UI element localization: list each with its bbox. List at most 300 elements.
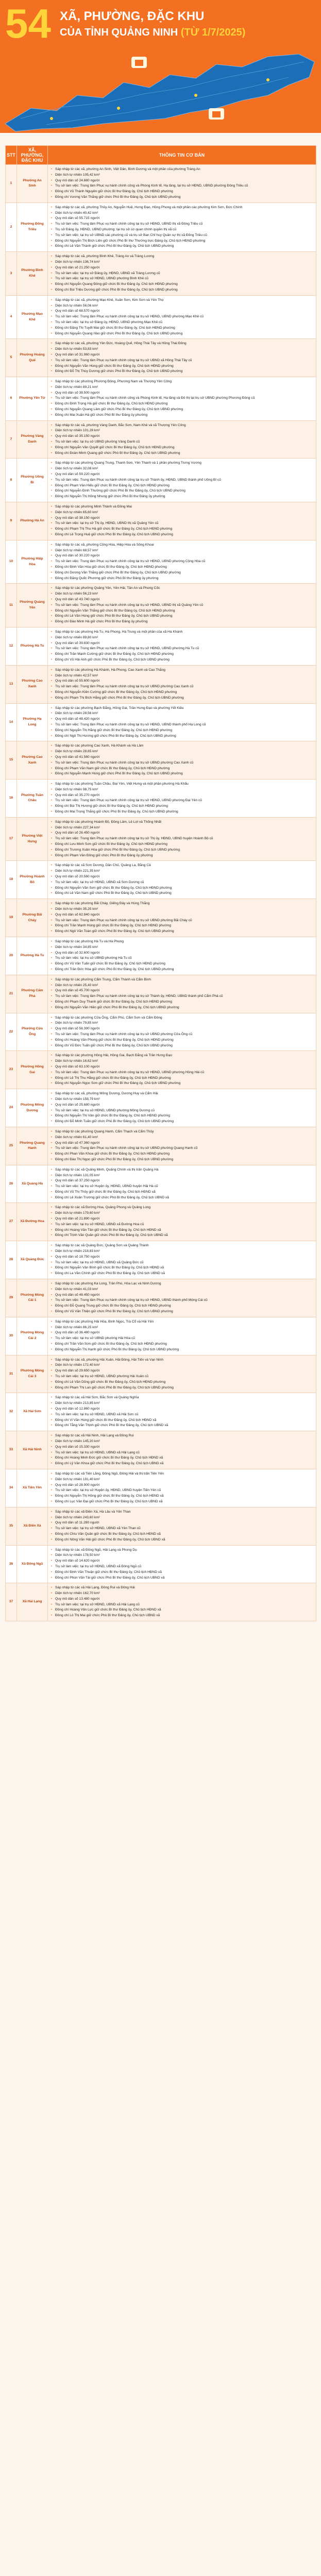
table-row — [6, 1279, 316, 1317]
info-item: • Đồng chí Nguyễn Kiên Cường giữ chức Bí thư Đảng ủy, Chủ tịch HĐND phường — [55, 690, 314, 696]
info-list — [50, 939, 314, 973]
info-item: • Trụ sở làm việc: Trung tâm Phục vụ hành chính công tại trụ sở Thành ủy, HĐND, UBND thành phố Cẩm Phả cũ — [55, 994, 314, 999]
info-item: • Diện tích tự nhiên 35,25 km² — [55, 907, 314, 912]
info-list — [50, 1585, 314, 1619]
info-list — [50, 1205, 314, 1239]
info-item: • Trụ sở làm việc: tại trụ sở UBND phường Hà Tu cũ — [55, 956, 314, 961]
info-item: • Diện tích tự nhiên 145,20 km² — [55, 1439, 314, 1445]
info-item: • Đồng chí Đào Minh Hà giữ chức Phó Bí thư Đảng ủy phường — [55, 619, 314, 625]
row-unit-name: Phường Uông Bí — [17, 459, 48, 502]
info-item: • Đồng chí Dương Văn Thắng giữ chức Phó Bí thư Đảng ủy, Chủ tịch UBND phường — [55, 570, 314, 576]
info-item: • Diện tích tự nhiên 131,05 km² — [55, 1173, 314, 1179]
info-item: • Diện tích tự nhiên 101,28 km² — [55, 428, 314, 434]
row-unit-name: Phường Móng Cái 2 — [17, 1317, 48, 1355]
info-item: • Quy mô dân số 35.150 người — [55, 434, 314, 439]
info-list — [50, 1358, 314, 1391]
info-item: • Quy mô dân số 48.420 người — [55, 717, 314, 722]
info-item: • Sáp nhập từ các phường Phương Đông, Phương Nam và Thượng Yên Công — [55, 379, 314, 385]
info-item: • Đồng chí Lê Thị Thu Hằng giữ chức Bí thư Đảng ủy, Chủ tịch HĐND phường — [55, 1076, 314, 1081]
info-list — [50, 630, 314, 663]
row-stt: 1 — [6, 165, 17, 203]
info-item: • Diện tích tự nhiên 191,40 km² — [55, 1477, 314, 1483]
info-item: • Đồng chí Lê Văn Hùng giữ chức Phó Bí thư Đảng ủy, Chủ tịch UBND phường — [55, 614, 314, 619]
info-list — [50, 461, 314, 500]
row-unit-name: Xã Đường Hoa — [17, 1203, 48, 1241]
info-item: • Trụ sở làm việc: Trung tâm Phục vụ hành chính công tại trụ sở UBND phường Cao Xanh cũ — [55, 684, 314, 690]
info-list — [50, 863, 314, 896]
info-item: • Đồng chí Phùn Văn Tài giữ chức Phó Bí thư Đảng ủy, Chủ tịch UBND xã — [55, 1575, 314, 1581]
table-row — [6, 1203, 316, 1241]
table-row — [6, 937, 316, 975]
table-row — [6, 861, 316, 899]
table-row — [6, 420, 316, 459]
info-list — [50, 1395, 314, 1429]
info-item: • Đồng chí Nguyễn Văn Hiền giữ chức Phó Bí thư Đảng ủy, Chủ tịch UBND phường — [55, 1005, 314, 1011]
info-item: • Trụ sở làm việc: tại trụ sở UBND phường Vàng Danh cũ — [55, 439, 314, 445]
table-row — [6, 817, 316, 861]
row-stt: 32 — [6, 1393, 17, 1431]
info-list — [50, 1015, 314, 1049]
row-basic-info — [48, 1203, 316, 1241]
row-unit-name: Phường Móng Cái 1 — [17, 1279, 48, 1317]
row-basic-info — [48, 1393, 316, 1431]
row-basic-info — [48, 1279, 316, 1317]
info-list — [50, 977, 314, 1011]
info-item: • Trụ sở làm việc: Trung tâm Phục vụ hành chính công và Phòng Kinh tế, Hạ tầng, tại trụ sở HĐND, UBND phường Đông Triều cũ — [55, 183, 314, 189]
banner-title-line1: XÃ, PHƯỜNG, ĐẶC KHU — [60, 9, 205, 23]
info-item: • Quy mô dân số 41.560 người — [55, 755, 314, 760]
info-item: • Đồng chí Nguyễn Văn Hùng giữ chức Bí thư Đảng ủy, Chủ tịch HĐND phường — [55, 364, 314, 369]
info-item: • Diện tích tự nhiên 86,25 km² — [55, 1325, 314, 1331]
info-item: • Đồng chí Lê Văn Nam giữ chức Phó Bí thư Đảng ủy, Chủ tịch UBND phường — [55, 891, 314, 896]
info-item: • Diện tích tự nhiên 68,57 km² — [55, 548, 314, 554]
info-item: • Đồng chí Nguyễn Mạnh Hùng giữ chức Phó Bí thư Đảng ủy, Chủ tịch UBND phường — [55, 771, 314, 777]
row-stt: 29 — [6, 1279, 17, 1317]
row-basic-info — [48, 420, 316, 459]
row-unit-name: Phường Quang Hanh — [17, 1127, 48, 1165]
row-stt: 15 — [6, 741, 17, 779]
row-basic-info — [48, 459, 316, 502]
info-item: • Trụ sở làm việc: Trung tâm Phục vụ hành chính công tại trụ sở HĐND, UBND phường Mạo Khê cũ — [55, 314, 314, 320]
info-item: • Sáp nhập từ các phường Hà Tu, Hà Phong, Hà Trung và một phần của xã Hà Khánh — [55, 630, 314, 635]
info-item: • Trụ sở làm việc: Trung tâm Phục vụ hành chính công tại trụ sở HĐND, UBND phường Cộng Hòa cũ — [55, 559, 314, 565]
row-unit-name: Xã Đông Ngũ — [17, 1545, 48, 1583]
info-item: • Đồng chí Nguyễn Thị Bích Liên giữ chức Phó Bí thư Thường trực Đảng ủy, Chủ tịch HĐND phường — [55, 239, 314, 244]
info-list — [50, 298, 314, 337]
info-list — [50, 1053, 314, 1087]
info-item: • Đồng chí Vi Văn Hùng giữ chức Bí thư Đảng ủy, Chủ tịch HĐND xã — [55, 1418, 314, 1423]
info-item: • Đồng chí Đinh Văn Thuận giữ chức Bí thư Đảng ủy, Chủ tịch HĐND xã — [55, 1570, 314, 1575]
info-list — [50, 254, 314, 293]
info-item: • Trụ sở làm việc: Trung tâm Phục vụ hành chính công tại trụ sở HĐND, UBND phường Đại Yên cũ — [55, 798, 314, 804]
info-item: • Trụ sở làm việc: tại trụ sở HĐND, UBND xã Hải Sơn cũ — [55, 1412, 314, 1418]
row-stt: 22 — [6, 1013, 17, 1051]
banner-title-line2 — [60, 27, 245, 39]
row-unit-name: Phường Quảng Yên — [17, 584, 48, 628]
info-item: • Quy mô dân số 14.620 người — [55, 1558, 314, 1564]
row-unit-name: Phường Hồng Gai — [17, 1051, 48, 1089]
info-item: • Đồng chí Mai Xuân Hà giữ chức Phó Bí thư Đảng ủy phường — [55, 413, 314, 418]
info-item: • Sáp nhập từ các xã Hải Lạng, Đồng Rui và Đông Hải — [55, 1585, 314, 1591]
info-list — [50, 668, 314, 701]
info-item: • Quy mô dân số 12.860 người — [55, 1406, 314, 1412]
info-item: • Sáp nhập từ các phường Ka Long, Trần Phú, Hòa Lạc và Ninh Dương — [55, 1281, 314, 1287]
row-unit-name: Xã Tiên Yên — [17, 1469, 48, 1507]
info-item: • Quy mô dân số 24.680 người — [55, 178, 314, 184]
row-stt: 21 — [6, 975, 17, 1013]
info-item: • Diện tích tự nhiên 218,83 km² — [55, 1249, 314, 1255]
row-unit-name: Phường Hà Tu — [17, 627, 48, 665]
info-item: • Sáp nhập từ các xã, phường Bình Khê, Tràng An và Tràng Lương — [55, 254, 314, 260]
info-item: • Trụ sở làm việc: Trung tâm Phục vụ hành chính công tại trụ sở HĐND, UBND phường Hồng Hải cũ — [55, 1070, 314, 1076]
info-item: • Quy mô dân số 45.700 người — [55, 988, 314, 994]
table-row — [6, 377, 316, 421]
info-item: • Quy mô dân số 32.600 người — [55, 951, 314, 956]
info-item: • Trụ sở làm việc: tại trụ sở HĐND, UBND xã Hải Lạng cũ — [55, 1450, 314, 1456]
info-item: • Đồng chí Hoàng Văn Phong giữ chức Bí thư Đảng ủy, Chủ tịch HĐND phường — [55, 1038, 314, 1043]
info-item: • Đồng chí Phạm Thị Lan giữ chức Phó Bí thư Đảng ủy, Chủ tịch UBND phường — [55, 1385, 314, 1391]
info-item: • Đồng chí Nguyễn Quang Hào giữ chức Phó Bí thư Đảng ủy, Chủ tịch UBND phường — [55, 331, 314, 337]
row-stt: 10 — [6, 540, 17, 584]
info-item: • Trụ sở làm việc: Trung tâm Phục vụ hành chính công tại trụ sở Thành ủy, HĐND, UBND thành phố Uông Bí cũ — [55, 478, 314, 483]
info-item: • Trụ sở làm việc: tại trụ sở HĐND, UBND phường Mông Dương cũ — [55, 1108, 314, 1114]
info-item: • Diện tích tự nhiên 32,08 km² — [55, 466, 314, 472]
info-item: • Trụ sở làm việc: Trung tâm Phục vụ hành chính công tại trụ sở UBND phường Cửa Ông cũ — [55, 1032, 314, 1038]
banner-title-province: CỦA TỈNH QUẢNG NINH — [60, 27, 178, 38]
table-row — [6, 252, 316, 296]
info-item: • Đồng chí Vũ Văn Tuấn giữ chức Bí thư Đảng ủy, Chủ tịch HĐND phường — [55, 961, 314, 967]
info-item: • Đồng chí Đặng Quốc Phương giữ chức Phó Bí thư Đảng ủy phường — [55, 576, 314, 582]
info-item: • Sáp nhập từ các xã Điền Xá, Hà Lâu và Yên Than — [55, 1510, 314, 1515]
info-item: • Diện tích tự nhiên 25,40 km² — [55, 983, 314, 989]
table-row — [6, 339, 316, 377]
info-item: • Sáp nhập từ các phường Hà Khánh, Hà Phong, Cao Xanh và Cao Thắng — [55, 668, 314, 673]
info-item: • Quy mô dân số 36.480 người — [55, 1330, 314, 1336]
row-unit-name: Phường Hà Tu — [17, 937, 48, 975]
info-item: • Quy mô dân số 43.740 người — [55, 597, 314, 603]
row-unit-name: Phường Móng Cái 3 — [17, 1355, 48, 1393]
info-item: • Trụ sở làm việc: Trung tâm Phục vụ hành chính công tại trụ sở HĐND, UBND thành phố Hạ Long cũ — [55, 722, 314, 728]
info-item: • Quy mô dân số 38.500 người — [55, 391, 314, 396]
row-basic-info — [48, 975, 316, 1013]
table-row — [6, 703, 316, 741]
info-item: • Quy mô dân số 31.960 người — [55, 352, 314, 358]
info-item: • Sáp nhập từ các xã, phường Hải Xuân, Hải Đông, Hải Tiến và Vạn Ninh — [55, 1358, 314, 1363]
table-row — [6, 1089, 316, 1127]
info-item: • Quy mô dân số 35.270 người — [55, 793, 314, 799]
info-item: • Quy mô dân số 26.450 người — [55, 831, 314, 836]
info-item: • Đồng chí Phạm Duy Thanh giữ chức Bí thư Đảng ủy, Chủ tịch HĐND phường — [55, 999, 314, 1005]
info-item: • Diện tích tự nhiên 53,83 km² — [55, 347, 314, 352]
info-item: • Sáp nhập từ các phường Quang Hanh, Cẩm Thạch và Cẩm Thủy — [55, 1129, 314, 1135]
row-unit-name: Xã Hải Sơn — [17, 1393, 48, 1431]
info-list — [50, 820, 314, 859]
row-basic-info — [48, 861, 316, 899]
info-list — [50, 1510, 314, 1543]
row-unit-name: Phường Cẩm Phả — [17, 975, 48, 1013]
info-item: • Diện tích tự nhiên 98,75 km² — [55, 787, 314, 793]
row-basic-info — [48, 295, 316, 339]
info-item: • Sáp nhập từ các xã, phường Yên Đức, Hoàng Quế, Hồng Thái Tây và Hồng Thái Đông — [55, 341, 314, 347]
info-item: • Trụ sở làm việc: tại trụ sở HĐND, UBND xã Sơn Dương cũ — [55, 880, 314, 886]
row-unit-name: Xã Hải Lạng — [17, 1583, 48, 1621]
info-item: • Đồng chí Lê Trọng Huệ giữ chức Phó Bí thư Đảng ủy, Chủ tịch UBND phường — [55, 532, 314, 538]
info-item: • Diện tích tự nhiên 28,65 km² — [55, 749, 314, 755]
info-item: • Quy mô dân số 13.480 người — [55, 1597, 314, 1602]
info-item: • Đồng chí Nguyễn Thị Hằng giữ chức Bí thư Đảng ủy, Chủ tịch HĐND phường — [55, 728, 314, 734]
row-basic-info — [48, 1051, 316, 1089]
row-basic-info — [48, 377, 316, 421]
info-list — [50, 205, 314, 249]
row-stt: 18 — [6, 861, 17, 899]
row-stt: 37 — [6, 1583, 17, 1621]
info-item: • Trụ sở làm việc: tại trụ sở HĐND, UBND xã Yên Than cũ — [55, 1526, 314, 1532]
table-row — [6, 1241, 316, 1279]
info-item: • Quy mô dân số 63.100 người — [55, 1064, 314, 1070]
info-item: • Đồng chí Nguyễn Quang Đông giữ chức Bí thư Đảng ủy, Chủ tịch HĐND phường — [55, 282, 314, 287]
row-basic-info — [48, 665, 316, 703]
table-row — [6, 584, 316, 628]
row-unit-name: Phường Đông Triều — [17, 202, 48, 251]
row-unit-name: Phường Cao Xanh — [17, 665, 48, 703]
row-unit-name: Phường Việt Hưng — [17, 817, 48, 861]
info-item: • Trụ sở làm việc: tại trụ sở HĐND, UBND xã Đông Ngũ cũ — [55, 1564, 314, 1570]
row-unit-name: Phường An Sinh — [17, 165, 48, 203]
info-item: • Diện tích tự nhiên 172,40 km² — [55, 1363, 314, 1368]
row-unit-name: Phường Hà An — [17, 502, 48, 540]
row-basic-info — [48, 1127, 316, 1165]
info-item: • Đồng chí Lỷ Văn Khoa giữ chức Phó Bí thư Đảng ủy, Chủ tịch UBND xã — [55, 1461, 314, 1467]
row-basic-info — [48, 1583, 316, 1621]
row-basic-info — [48, 1317, 316, 1355]
info-item: • Quy mô dân số 56.390 người — [55, 1026, 314, 1032]
info-item: • Quy mô dân số 55.600 người — [55, 679, 314, 684]
row-unit-name: Xã Điền Xá — [17, 1507, 48, 1545]
info-item: • Đồng chí Vũ Đức Tuấn giữ chức Phó Bí thư Đảng ủy, Chủ tịch UBND phường — [55, 1043, 314, 1049]
info-item: • Trụ sở làm việc: tại trụ sở HĐND, UBND xã Hải Lạng cũ — [55, 1602, 314, 1608]
info-list — [50, 1129, 314, 1163]
row-unit-name: Phường Yên Tử — [17, 377, 48, 421]
table-row — [6, 1431, 316, 1469]
row-unit-name: Xã Quảng Đức — [17, 1241, 48, 1279]
row-basic-info — [48, 1355, 316, 1393]
info-item: • Trụ sở làm việc: tại trụ sở Huyện ủy, HĐND, UBND huyện Hải Hà cũ — [55, 1184, 314, 1190]
info-item: • Sáp nhập từ các phường Hải Hòa, Bình Ngọc, Trà Cổ và Hải Yên — [55, 1319, 314, 1325]
info-item: • Quy mô dân số 11.280 người — [55, 1520, 314, 1526]
row-unit-name: Phường Bãi Cháy — [17, 899, 48, 937]
info-item: • Đồng chí Vũ Thị Thủy giữ chức Bí thư Đảng ủy, Chủ tịch HĐND xã — [55, 1190, 314, 1195]
info-item: • Trụ sở làm việc: tại trụ sở HĐND, UBND xã Quảng Đức cũ — [55, 1260, 314, 1266]
info-list — [50, 901, 314, 935]
info-item: • Đồng chí Nguyễn Văn Sơn giữ chức Bí thư Đảng ủy, Chủ tịch HĐND phường — [55, 886, 314, 891]
info-item: • Sáp nhập từ các phường Tuần Châu, Đại Yên, Việt Hưng và một phần phường Hà Khẩu — [55, 782, 314, 787]
info-item: • Diện tích tự nhiên 178,50 km² — [55, 1553, 314, 1558]
info-item: • Sáp nhập từ các xã, phường Mông Dương, Dương Huy và Cẩm Hải — [55, 1091, 314, 1097]
row-unit-name: Phường Hiệp Hòa — [17, 540, 48, 584]
info-item: • Sáp nhập từ các xã, phường Cộng Hòa, Hiệp Hòa và Sông Khoai — [55, 543, 314, 548]
table-row — [6, 459, 316, 502]
table-row — [6, 295, 316, 339]
row-stt: 23 — [6, 1051, 17, 1089]
info-item: • Diện tích tự nhiên 41,03 km² — [55, 1287, 314, 1293]
info-item: • Trụ sở làm việc: tại trụ sở UBND các phường cũ và trụ sở Ban Chỉ huy Quân sự thị xã Đông Triều cũ — [55, 233, 314, 239]
info-item: • Trụ sở làm việc: Trung tâm Phục vụ hành chính công tại trụ sở UBND phường Bãi Cháy cũ — [55, 918, 314, 924]
info-item: • Đồng chí Lục Văn Đại giữ chức Phó Bí thư Đảng ủy, Chủ tịch UBND xã — [55, 1499, 314, 1505]
row-stt: 8 — [6, 459, 17, 502]
table-row — [6, 1165, 316, 1203]
info-list — [50, 706, 314, 739]
info-item: • Đồng chí Phạm Văn Nam giữ chức Bí thư Đảng ủy, Chủ tịch HĐND phường — [55, 766, 314, 772]
info-item: • Diện tích tự nhiên 56,06 km² — [55, 303, 314, 309]
table-row — [6, 1583, 316, 1621]
info-item: • Trụ sở làm việc: Trung tâm Phục vụ hành chính công tại trụ sở Thị ủy, HĐND, UBND huyện Hoành Bồ cũ — [55, 836, 314, 842]
info-item: • Đồng chí Đặng Thị Tuyết Mai giữ chức Bí thư Đảng ủy, Chủ tịch HĐND phường — [55, 326, 314, 331]
row-unit-name: Phường Mạo Khê — [17, 295, 48, 339]
row-stt: 14 — [6, 703, 17, 741]
row-unit-name: Phường Hoàng Quế — [17, 339, 48, 377]
row-stt: 6 — [6, 377, 17, 421]
info-item: • Đồng chí Phạm Văn Đông giữ chức Phó Bí thư Đảng ủy phường — [55, 853, 314, 859]
info-item: • Trụ sở làm việc: Trung tâm Phục vụ hành chính công tại trụ sở UBND phường Quang Hanh cũ — [55, 1146, 314, 1151]
info-list — [50, 1319, 314, 1353]
info-item: • Đồng chí Đỗ Thị Thùy Dương giữ chức Phó Bí thư Đảng ủy, Chủ tịch UBND phường — [55, 369, 314, 375]
info-list — [50, 1281, 314, 1315]
info-item: • Đồng chí Lưu Minh Sơn giữ chức Bí thư Đảng ủy, Chủ tịch HĐND phường — [55, 842, 314, 848]
row-stt: 12 — [6, 627, 17, 665]
info-item: • Đồng chí Trịnh Văn Quân giữ chức Phó Bí thư Đảng ủy, Chủ tịch UBND xã — [55, 1233, 314, 1239]
row-unit-name: Phường Cao Xanh — [17, 741, 48, 779]
info-item: • Đồng chí Vũ Thành Nguyên giữ chức Bí thư Đảng ủy, Chủ tịch HĐND phường — [55, 189, 314, 195]
row-stt: 3 — [6, 252, 17, 296]
info-item: • Đồng chí Phạm Văn Hiếu giữ chức Bí thư Đảng ủy, Chủ tịch HĐND phường — [55, 483, 314, 489]
row-unit-name: Xã Quảng Hà — [17, 1165, 48, 1203]
info-item: • Diện tích tự nhiên 227,34 km² — [55, 825, 314, 831]
row-basic-info — [48, 937, 316, 975]
info-item: • Đồng chí Lê Xuân Trường giữ chức Phó Bí thư Đảng ủy, Chủ tịch UBND xã — [55, 1195, 314, 1201]
info-item: • Trụ sở làm việc: tại trụ sở Đảng ủy, HĐND, UBND phường Mạo Khê cũ — [55, 320, 314, 326]
info-item: • Trụ sở làm việc: tại trụ sở Đảng ủy, HĐND, UBND xã Tràng Lương cũ — [55, 271, 314, 277]
row-basic-info — [48, 1469, 316, 1507]
row-stt: 13 — [6, 665, 17, 703]
info-item: • Đồng chí Ngô Thị Hương giữ chức Phó Bí thư Đảng ủy, Chủ tịch UBND phường — [55, 734, 314, 739]
info-item: • Đồng chí Vũ Văn Thiện giữ chức Phó Bí thư Đảng ủy, Chủ tịch UBND phường — [55, 1309, 314, 1315]
info-item: • Diện tích tự nhiên 40,42 km² — [55, 211, 314, 216]
info-item: • Đồng chí Phạm Thị Thu Hà giữ chức Bí thư Đảng ủy, Chủ tịch HĐND phường — [55, 527, 314, 532]
info-item: • Quy mô dân số 30.220 người — [55, 553, 314, 559]
info-item: • Trụ sở làm việc: Trung tâm Phục vụ hành chính công và Phòng Kinh tế, Hạ tầng và Đô thị tại trụ sở UBND phường Phương Đông cũ — [55, 396, 314, 401]
info-item: • Diện tích tự nhiên 79,85 km² — [55, 1021, 314, 1026]
info-item: • Trụ sở làm việc: Trung tâm Phục vụ hành chính công tại trụ sở HĐND, UBND thị xã Quảng Yên cũ — [55, 603, 314, 608]
table-row — [6, 1317, 316, 1355]
row-unit-name: Phường Tuần Châu — [17, 779, 48, 818]
table-header-row — [6, 146, 316, 165]
info-item: • Sáp nhập từ các phường Hà Tu và Hà Phong — [55, 939, 314, 945]
row-stt: 11 — [6, 584, 17, 628]
info-item: • Sáp nhập từ các phường Cửa Ông, Cẩm Phú, Cẩm Sơn và Cẩm Đông — [55, 1015, 314, 1021]
info-item: • Đồng chí Hoàng Văn Tân giữ chức Bí thư Đảng ủy, Chủ tịch HĐND xã — [55, 1228, 314, 1233]
table-row — [6, 165, 316, 203]
banner-number: 54 — [5, 1, 51, 46]
info-item: • Diện tích tự nhiên 162,70 km² — [55, 1591, 314, 1597]
info-item: • Đồng chí Chíu Văn Quân giữ chức Bí thư Đảng ủy, Chủ tịch HĐND xã — [55, 1532, 314, 1537]
info-item: • Đồng chí Nguyễn Thị Hạnh giữ chức Phó Bí thư Đảng ủy, Chủ tịch UBND phường — [55, 1347, 314, 1353]
table-row — [6, 975, 316, 1013]
table-row — [6, 1127, 316, 1165]
info-item: • Đồng chí Đào Thị Ngọc giữ chức Phó Bí thư Đảng ủy, Chủ tịch UBND phường — [55, 1157, 314, 1163]
info-item: • Đồng chí Nguyễn Thị Hồng Nhung giữ chức Phó Bí thư Đảng ủy phường — [55, 494, 314, 500]
row-basic-info — [48, 584, 316, 628]
row-basic-info — [48, 703, 316, 741]
info-list — [50, 504, 314, 538]
info-item: • Quy mô dân số 25.680 người — [55, 1103, 314, 1108]
row-basic-info — [48, 202, 316, 251]
info-item: • Diện tích tự nhiên 221,35 km² — [55, 869, 314, 874]
info-item: • Sáp nhập từ các phường Quang Trung, Thanh Sơn, Yên Thanh và 1 phần phường Trưng Vương — [55, 461, 314, 466]
row-stt: 17 — [6, 817, 17, 861]
info-item: • Trụ sở làm việc: tại trụ sở UBND phường Hải Hòa cũ — [55, 1336, 314, 1342]
row-stt: 20 — [6, 937, 17, 975]
province-map — [0, 46, 321, 134]
row-basic-info — [48, 779, 316, 818]
info-item: • Trụ sở làm việc: Trung tâm Phục vụ hành chính công tại trụ sở HĐND, UBND thành phố Móng Cái cũ — [55, 1298, 314, 1303]
info-item: • Đồng chí Trần Văn Sơn giữ chức Bí thư Đảng ủy, Chủ tịch HĐND phường — [55, 1342, 314, 1347]
info-item: • Sáp nhập từ các xã, phường Mạo Khê, Xuân Sơn, Kim Sơn và Yên Thọ — [55, 298, 314, 303]
table-row — [6, 1355, 316, 1393]
table-row — [6, 779, 316, 818]
info-list — [50, 167, 314, 200]
info-item: • Trụ sở làm việc: tại trụ sở Huyện ủy, HĐND, UBND huyện Tiên Yên cũ — [55, 1488, 314, 1494]
row-stt: 35 — [6, 1507, 17, 1545]
banner-date-note: (TỪ 1/7/2025) — [180, 27, 246, 38]
info-item: • Diện tích tự nhiên 65,60 km² — [55, 510, 314, 516]
info-item: • Diện tích tự nhiên 89,80 km² — [55, 635, 314, 641]
info-item: • Trụ sở làm việc: Trung tâm Phục vụ hành chính công tại trụ sở HĐND, UBND thị xã Đông Triều cũ — [55, 222, 314, 227]
info-item: • Quy mô dân số 55.715 người — [55, 216, 314, 222]
banner-divider — [0, 133, 321, 139]
info-item: • Đồng chí Trần Mạnh Cường giữ chức Bí thư Đảng ủy, Chủ tịch HĐND phường — [55, 652, 314, 657]
info-item: • Đồng chí Đoàn Minh Quang giữ chức Phó Bí thư Đảng ủy, Chủ tịch UBND phường — [55, 451, 314, 456]
info-item: • Đồng chí Đỗ Quang Trung giữ chức Bí thư Đảng ủy, Chủ tịch HĐND phường — [55, 1303, 314, 1309]
info-item: • Đồng chí Nguyễn Văn Thắng giữ chức Bí thư Đảng ủy, Chủ tịch HĐND phường — [55, 608, 314, 614]
info-item: • Quy mô dân số 21.250 người — [55, 265, 314, 271]
row-stt: 9 — [6, 502, 17, 540]
info-item: • Đồng chí Hoàng Minh Đức giữ chức Bí thư Đảng ủy, Chủ tịch HĐND xã — [55, 1455, 314, 1461]
info-item: • Quy mô dân số 29.650 người — [55, 1368, 314, 1374]
row-stt: 24 — [6, 1089, 17, 1127]
info-item: • Diện tích tự nhiên 179,60 km² — [55, 1211, 314, 1216]
table-row — [6, 627, 316, 665]
table-row — [6, 1013, 316, 1051]
info-item: • Quy mô dân số 28.900 người — [55, 1483, 314, 1488]
info-item: • Quy mô dân số 59.220 người — [55, 472, 314, 478]
info-item: • Sáp nhập từ các xã Tiên Lãng, Đông Ngũ, Đông Hải và thị trấn Tiên Yên — [55, 1471, 314, 1477]
info-list — [50, 1243, 314, 1277]
row-basic-info — [48, 817, 316, 861]
info-item: • Quy mô dân số 62.840 người — [55, 912, 314, 918]
table-body — [6, 165, 316, 1621]
row-basic-info — [48, 502, 316, 540]
info-list — [50, 1433, 314, 1467]
info-item: • Trụ sở làm việc: tại trụ sở Thị ủy, HĐND, UBND thị xã Quảng Yên cũ — [55, 521, 314, 527]
info-item: • Sáp nhập từ các phường Bãi Cháy, Giếng Đáy và Hùng Thắng — [55, 901, 314, 907]
info-item: • Đồng chí Đỗ Minh Tuấn giữ chức Phó Bí thư Đảng ủy, Chủ tịch UBND phường — [55, 1119, 314, 1125]
info-list — [50, 586, 314, 625]
info-item: • Đồng chí Tằng Văn Thịnh giữ chức Phó Bí thư Đảng ủy, Chủ tịch UBND xã — [55, 1423, 314, 1429]
table-row — [6, 899, 316, 937]
header-stt: STT — [6, 146, 17, 165]
info-item: • Quy mô dân số 38.150 người — [55, 516, 314, 521]
info-item: • Đồng chí Nguyễn Văn Bình giữ chức Bí thư Đảng ủy, Chủ tịch HĐND xã — [55, 1265, 314, 1271]
